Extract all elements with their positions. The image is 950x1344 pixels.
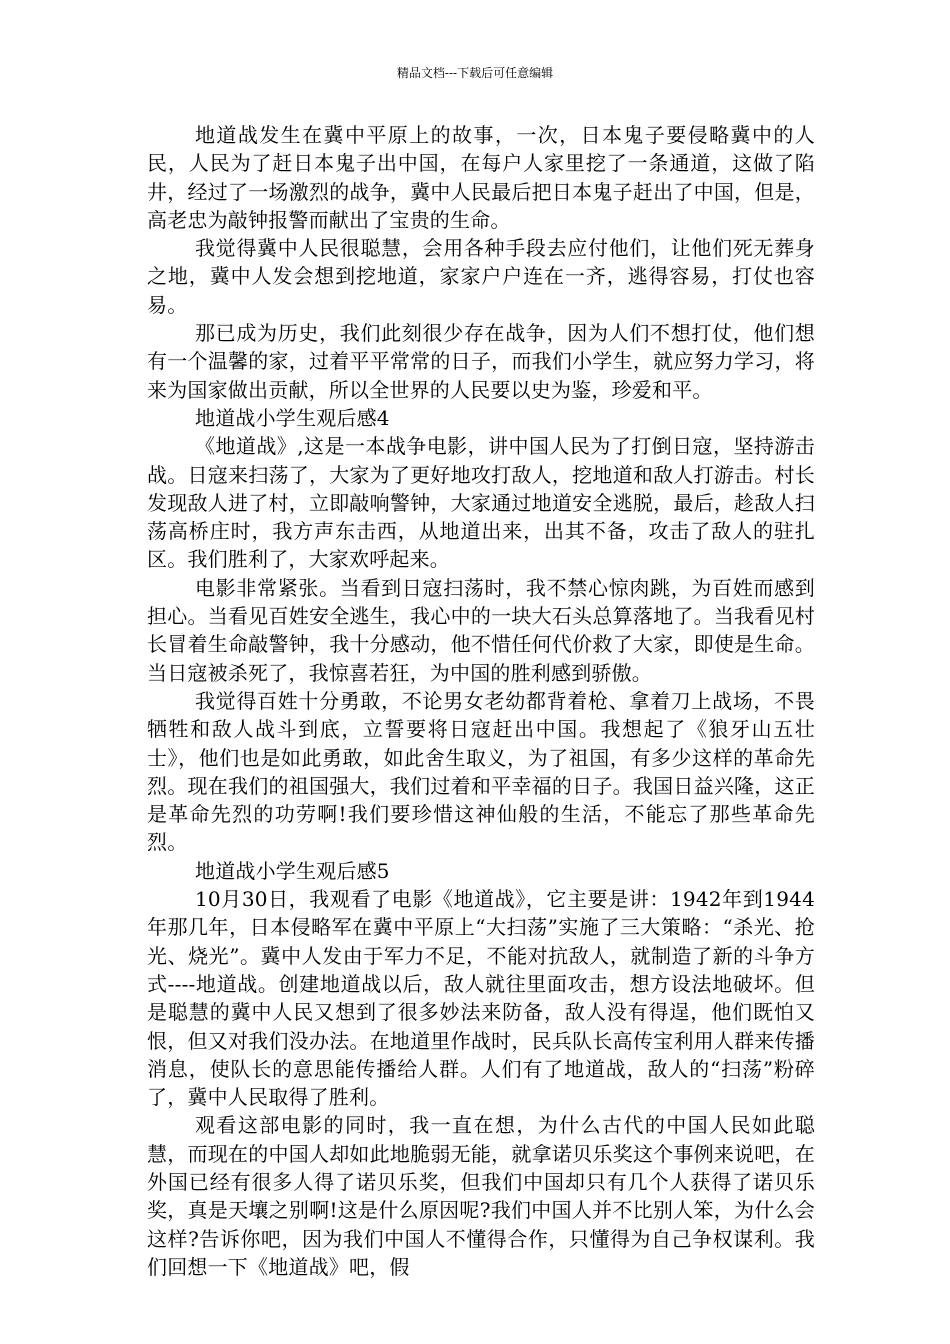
paragraph: 观看这部电影的同时，我一直在想，为什么古代的中国人民如此聪慧，而现在的中国人却如此地脆弱无能，就拿诺贝乐奖这个事例来说吧，在外国已经有很多人得了诺贝乐奖，但我们中国却只有几个人获得了诺贝乐奖，真是天壤之别啊!这是什么原因呢?我们中国人并不比别人笨，为什么会这样?告诉你吧，因为我们中国人不懂得合作，只懂得为自己争权谋利。我们回想一下《地道战》吧，假: [147, 1113, 815, 1279]
paragraph: 那已成为历史，我们此刻很少存在战争，因为人们不想打仗，他们想有一个温馨的家，过着平平常常的日子，而我们小学生，就应努力学习，将来为国家做出贡献，所以全世界的人民要以史为鉴，珍爱和平。: [147, 321, 815, 402]
section-heading: 地道战小学生观后感5: [195, 858, 390, 883]
section-heading: 地道战小学生观后感4: [195, 405, 390, 430]
paragraph: 电影非常紧张。当看到日寇扫荡时，我不禁心惊肉跳，为百姓而感到担心。当看见百姓安全逃生，我心中的一块大石头总算落地了。当我看见村长冒着生命敲警钟，我十分感动，他不惜任何代价救了大家，即使是生命。当日寇被杀死了，我惊喜若狂，为中国的胜利感到骄傲。: [147, 575, 815, 685]
paragraph: 地道战发生在冀中平原上的故事，一次，日本鬼子要侵略冀中的人民，人民为了赶日本鬼子出中国，在每户人家里挖了一条通道，这做了陷井，经过了一场激烈的战争，冀中人民最后把日本鬼子赶出了中国，但是，高老忠为敲钟报警而献出了宝贵的生命。: [147, 123, 815, 232]
paragraph: 我觉得冀中人民很聪慧，会用各种手段去应付他们，让他们死无葬身之地，冀中人发会想到挖地道，家家户户连在一齐，逃得容易，打仗也容易。: [147, 236, 815, 317]
paragraph: 10月30日，我观看了电影《地道战》，它主要是讲：1942年到1944年那几年，日本侵略军在冀中平原上“大扫荡”实施了三大策略：“杀光、抢光、烧光”。冀中人发由于军力不足，不能对抗敌人，就制造了新的斗争方式----地道战。创建地道战以后，敌人就往里面攻击，想方设法地破坏。但是聪慧的冀中人民又想到了很多妙法来防备，敌人没有得逞，他们既怕又恨，但又对我们没办法。在地道里作战时，民兵队长高传宝利用人群来传播消息，使队长的意思能传播给人群。人们有了地道战，敌人的“扫荡”粉碎了，冀中人民取得了胜利。: [147, 887, 815, 1110]
paragraph: 我觉得百姓十分勇敢，不论男女老幼都背着枪、拿着刀上战场，不畏牺牲和敌人战斗到底，立誓要将日寇赶出中国。我想起了《狼牙山五壮士》，他们也是如此勇敢，如此舍生取义，为了祖国，有多少这样的革命先烈。现在我们的祖国强大，我们过着和平幸福的日子。我国日益兴隆，这正是革命先烈的功劳啊!我们要珍惜这神仙般的生活，不能忘了那些革命先烈。: [147, 688, 815, 855]
page-header: 精品文档---下载后可任意编辑: [396, 66, 554, 80]
document-body: [147, 121, 815, 1281]
paragraph: 《地道战》,这是一本战争电影，讲中国人民为了打倒日寇，坚持游击战。日寇来扫荡了，大家为了更好地攻打敌人，挖地道和敌人打游击。村长发现敌人进了村，立即敲响警钟，大家通过地道安全逃脱，最后，趁敌人扫荡高桥庄时，我方声东击西，从地道出来，出其不备，攻击了敌人的驻扎区。我们胜利了，大家欢呼起来。: [147, 434, 815, 572]
